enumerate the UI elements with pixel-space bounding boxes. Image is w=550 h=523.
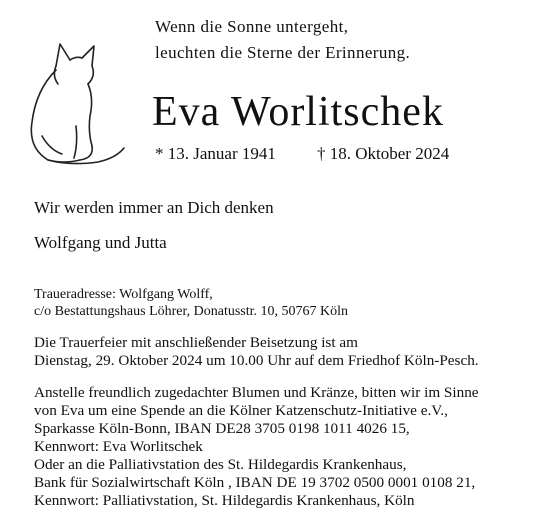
- address-line-2: c/o Bestattungshaus Löhrer, Donatusstr. 10, 50767 Köln: [34, 304, 349, 319]
- deceased-name: Eva Worlitschek: [152, 89, 444, 135]
- service-line-1: Die Trauerfeier mit anschließender Beisetzung ist am: [34, 334, 358, 351]
- donation-line: Oder an die Palliativstation des St. Hildegardis Krankenhaus,: [34, 456, 407, 473]
- donation-line: Kennwort: Eva Worlitschek: [34, 438, 203, 455]
- address-line-1: Traueradresse: Wolfgang Wolff,: [34, 287, 213, 302]
- birth-date: * 13. Januar 1941: [155, 144, 276, 163]
- farewell-line: Wir werden immer an Dich denken: [34, 198, 274, 217]
- donation-request: [34, 384, 479, 510]
- donation-line: Bank für Sozialwirtschaft Köln , IBAN DE 19 3702 0500 0001 0108 21,: [34, 474, 476, 491]
- service-line-2: Dienstag, 29. Oktober 2024 um 10.00 Uhr auf dem Friedhof Köln-Pesch.: [34, 352, 479, 369]
- donation-line: Anstelle freundlich zugedachter Blumen und Kränze, bitten wir im Sinne: [34, 384, 479, 401]
- motto-line-1: Wenn die Sonne untergeht,: [155, 17, 349, 36]
- donation-line: Sparkasse Köln-Bonn, IBAN DE28 3705 0198 1011 4026 15,: [34, 420, 410, 437]
- sitting-cat-icon: [18, 36, 138, 168]
- funeral-service-info: [34, 334, 479, 370]
- mourners-names: Wolfgang und Jutta: [34, 233, 167, 252]
- motto-line-2: leuchten die Sterne der Erinnerung.: [155, 43, 411, 62]
- donation-line: Kennwort: Palliativstation, St. Hildegardis Krankenhaus, Köln: [34, 492, 415, 509]
- mourning-address: [34, 286, 348, 320]
- donation-line: von Eva um eine Spende an die Kölner Katzenschutz-Initiative e.V.,: [34, 402, 448, 419]
- motto-quote: [155, 14, 410, 66]
- death-date: † 18. Oktober 2024: [317, 144, 450, 163]
